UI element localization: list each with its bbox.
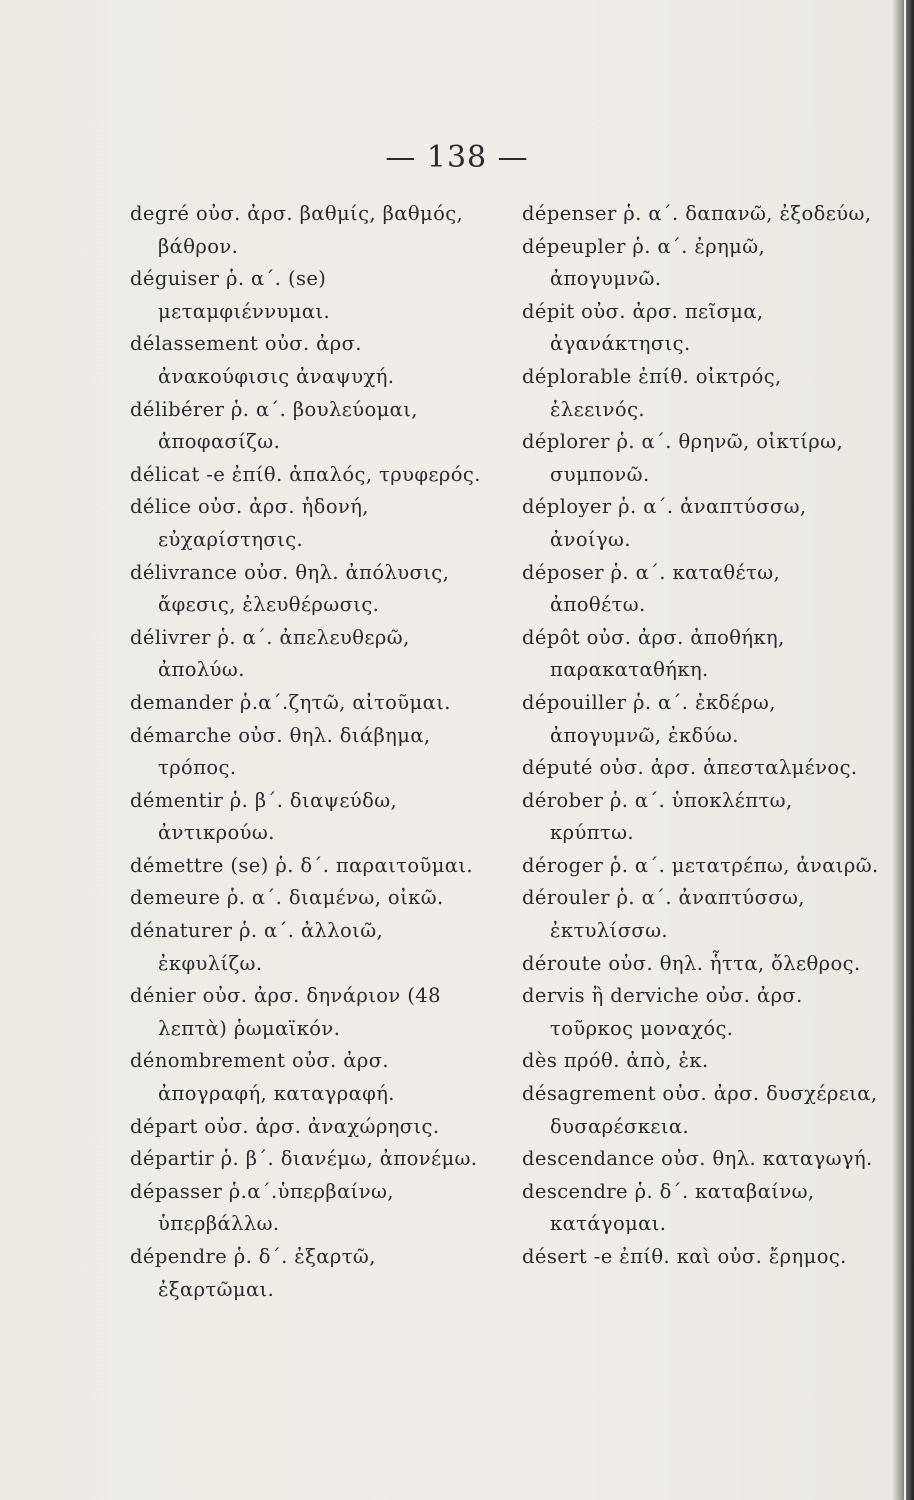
dictionary-entry: désert -e ἐπίθ. καὶ οὐσ. ἔρημος.	[522, 1245, 847, 1268]
dictionary-entry: départ οὐσ. ἀρσ. ἀναχώρησις.	[130, 1114, 440, 1138]
dictionary-entry: délice οὐσ. ἀρσ. ἡδονή, εὐχαρίστησις.	[130, 495, 369, 551]
dictionary-entry: départir ῥ. β΄. διανέμω, ἀπονέμω.	[130, 1147, 478, 1171]
dictionary-entry: déplorer ῥ. α΄. θρηνῶ, οἰκτίρω, συμπονῶ.	[522, 430, 844, 486]
dictionary-entry: dérober ῥ. α΄. ὑποκλέπτω, κρύπτω.	[522, 788, 793, 845]
dictionary-entry: dénaturer ῥ. α΄. ἀλλοιῶ, ἐκφυλίζω.	[130, 919, 384, 975]
dictionary-entry: dépeupler ῥ. α΄. ἐρημῶ, ἀπογυμνῶ.	[522, 234, 766, 291]
dictionary-entry: dépouiller ῥ. α΄. ἐκδέρω, ἀπογυμνῶ, ἐκδύω.	[522, 690, 776, 747]
dictionary-entry: descendre ῥ. δ΄. καταβαίνω, κατάγομαι.	[522, 1179, 815, 1236]
dictionary-entry: délassement οὐσ. ἀρσ. ἀνακούφισις ἀναψυχή.	[130, 332, 395, 388]
dictionary-entry: déplorable ἐπίθ. οἰκτρός, ἐλεεινός.	[522, 364, 782, 421]
dictionary-entry: démettre (se) ῥ. δ΄. παραιτοῦμαι.	[130, 853, 474, 877]
dictionary-entry: dépit οὐσ. ἀρσ. πεῖσμα, ἀγανάκτησις.	[522, 299, 764, 356]
dictionary-entry: dervis ἢ derviche οὐσ. ἀρσ. τοῦρκος μοναχός.	[522, 984, 803, 1040]
dictionary-entry: dépôt οὐσ. ἀρσ. ἀποθήκη, παρακαταθήκη.	[522, 625, 785, 682]
left-column	[130, 198, 490, 1306]
dictionary-entry: degré οὐσ. ἀρσ. βαθμίς, βαθμός, βάθρον.	[130, 202, 464, 258]
dictionary-entry: déroger ῥ. α΄. μετατρέπω, ἀναιρῶ.	[522, 853, 879, 877]
dictionary-entry: déposer ῥ. α΄. καταθέτω, ἀποθέτω.	[522, 560, 781, 617]
dictionary-entry: déguiser ῥ. α΄. (se) μεταμφιέννυμαι.	[130, 267, 331, 323]
dictionary-entry: dépasser ῥ.α΄.ὑπερβαίνω, ὑπερβάλλω.	[130, 1179, 394, 1236]
dictionary-entry: dépendre ῥ. δ΄. ἐξαρτῶ, ἐξαρτῶμαι.	[130, 1245, 376, 1301]
right-column	[522, 198, 882, 1274]
dictionary-entry: démarche οὐσ. θηλ. διάβημα, τρόπος.	[130, 723, 431, 780]
dictionary-entry: désagrement οὐσ. ἀρσ. δυσχέρεια, δυσαρέσκεια.	[522, 1082, 878, 1138]
dictionary-entry: délibérer ῥ. α΄. βουλεύομαι, ἀποφασίζω.	[130, 397, 418, 454]
dictionary-entry: dénier οὐσ. ἀρσ. δηνάριον (48 λεπτὰ) ῥωμαϊκόν.	[130, 984, 441, 1040]
dictionary-entry: dénombrement οὐσ. ἀρσ. ἀπογραφή, καταγραφή.	[130, 1049, 395, 1106]
dictionary-entry: dès πρόθ. ἀπὸ, ἐκ.	[522, 1049, 709, 1073]
dictionary-entry: délicat -e ἐπίθ. ἁπαλός, τρυφερός.	[130, 462, 481, 486]
dictionary-entry: dépenser ῥ. α΄. δαπανῶ, ἐξοδεύω,	[522, 202, 872, 225]
dictionary-entry: demeure ῥ. α΄. διαμένω, οἰκῶ.	[130, 886, 444, 910]
page-number: — 138 —	[385, 140, 529, 175]
dictionary-entry: déroute οὐσ. θηλ. ἧττα, ὄλεθρος.	[522, 951, 861, 975]
dictionary-entry: délivrer ῥ. α΄. ἀπελευθερῶ, ἀπολύω.	[130, 625, 410, 682]
dictionary-entry: délivrance οὐσ. θηλ. ἀπόλυσις, ἄφεσις, ἐλευθέρωσις.	[130, 560, 450, 617]
dictionary-entry: déployer ῥ. α΄. ἀναπτύσσω, ἀνοίγω.	[522, 495, 807, 551]
page-edge	[892, 0, 914, 1500]
dictionary-entry: descendance οὐσ. θηλ. καταγωγή.	[522, 1147, 873, 1171]
dictionary-entry: député οὐσ. ἀρσ. ἀπεσταλμένος.	[522, 756, 858, 780]
dictionary-entry: dérouler ῥ. α΄. ἀναπτύσσω, ἐκτυλίσσω.	[522, 886, 805, 943]
dictionary-entry: démentir ῥ. β΄. διαψεύδω, ἀντικρούω.	[130, 788, 398, 845]
dictionary-entry: demander ῥ.α΄.ζητῶ, αἰτοῦμαι.	[130, 690, 451, 714]
